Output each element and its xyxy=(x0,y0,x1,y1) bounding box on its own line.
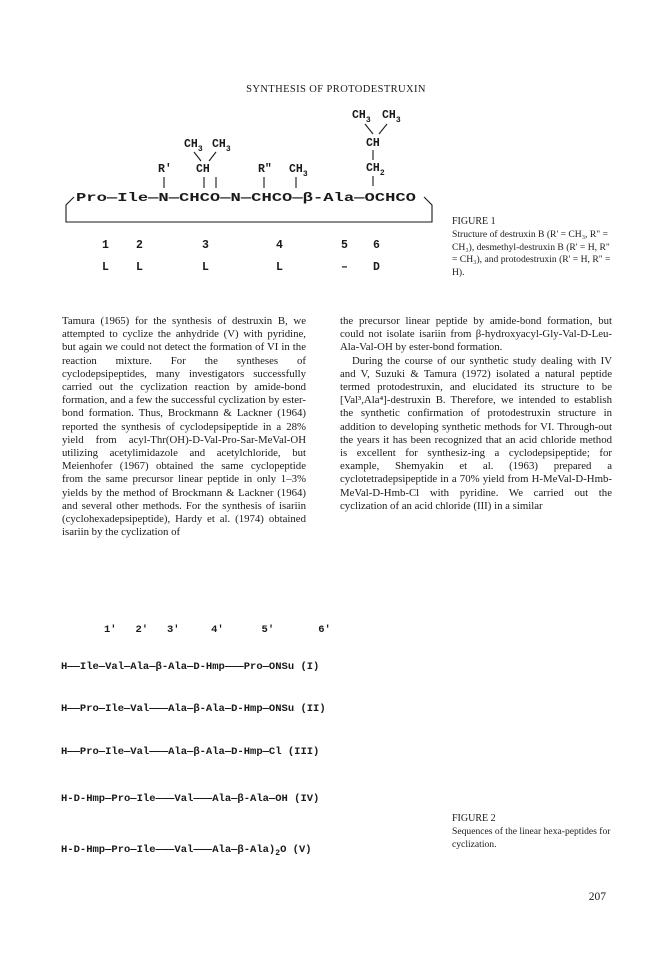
fig1-chain: Pro—Ile—N—CHCO—N—CHCO—β-Ala—OCHCO xyxy=(76,192,417,205)
figure2-caption-title: FIGURE 2 xyxy=(452,813,496,824)
fig1-pos-5: 5 xyxy=(341,239,348,252)
fig1-pos-3: 3 xyxy=(202,239,209,252)
fig1-cfg-6: D xyxy=(373,261,380,274)
figure2-sequence-2: H——Pro—Ile—Val———Ala—β-Ala—D-Hmp—ONSu (II) xyxy=(61,703,326,715)
figure1-caption xyxy=(452,216,612,279)
fig1-cfg-2: L xyxy=(136,261,143,274)
body-right-paragraph-1: the precursor linear peptide by amide-bond formation, but could not isolate isariin from β-hydroxyacyl-Gly-Val-D-Leu-Ala-Val-OH by ester-bond formation. xyxy=(340,315,612,354)
body-right-paragraph-2: During the course of our synthetic study dealing with IV and V, Suzuki & Tamura (1972) isolated a natural peptide termed protodestruxin, and elucidated its structure to be [Val³,Ala⁴]-destruxin B. Therefore, we intended to establish the synthetic confirmation of protodestruxin structure in addition to developing synthetic methods for VI. Through-out the years it has been recognized that an acid chloride method is excellent for synthesiz-ing a cyclodepsipeptide; for example, Shemyakin et al. (1963) prepared a cyclotetradepsipeptide in a 70% yield from H-MeVal-D-Hmb-MeVal-D-Hmb-Cl with pyridine. We carried out the cyclization of an acid chloride (III) in a similar xyxy=(340,354,612,512)
body-right-column xyxy=(340,315,612,513)
fig1-ch2-right: $CH_2$ xyxy=(366,162,385,178)
fig1-ch3-right-b: $CH_3$ xyxy=(382,109,401,125)
figure1-caption-text: Structure of destruxin B (R' = CH₃, R" = CH₃), desmethyl-destruxin B (R' = H, R" = CH₃), and protodestruxin (R' = H, R" = H). xyxy=(452,229,611,278)
figure1-structure xyxy=(60,100,440,280)
figure2-sequence-4: H-D-Hmp—Pro—Ile———Val———Ala—β-Ala—OH (IV) xyxy=(61,793,320,805)
fig1-ch3-left-b: $CH_3$ xyxy=(212,138,231,154)
fig1-r-double-prime: R" xyxy=(258,163,272,176)
fig1-ch-left: CH xyxy=(196,163,210,176)
body-left-paragraph: Tamura (1965) for the synthesis of destruxin B, we attempted to cyclize the anhydride (V) with pyridine, but again we could not detect the formation of VI in the reaction mixture. For the syntheses of cyclodepsipeptides, many investigators successfully carried out the cyclization reaction by amide-bond formation, and a few the successful cyclization by ester-bond formation. Thus, Brockmann & Lackner (1964) reported the synthesis of cyclodepsipeptide in a 28% yield from acyl-Thr(OH)-D-Val-Pro-Sar-MeVal-OH utilizing acetylimidazole and acetylchloride, but Meienhofer (1967) obtained the same cyclopeptide from the same precursor linear peptide in only 1–3% yields by the method of Brockmann & Lackner (1964) and several other methods. For the synthesis of isariin (cyclohexadepsipeptide), Hardy et al. (1974) obtained isariin by the cyclization of xyxy=(62,315,306,539)
fig1-cfg-5: – xyxy=(341,261,348,274)
body-left-column xyxy=(62,315,306,539)
figure2-sequence-5-sub: 2 xyxy=(275,849,281,859)
fig1-cfg-1: L xyxy=(102,261,109,274)
running-head: SYNTHESIS OF PROTODESTRUXIN xyxy=(246,84,426,95)
fig1-pos-4: 4 xyxy=(276,239,283,252)
figure2-sequence-3: H——Pro—Ile—Val———Ala—β-Ala—D-Hmp—Cl (III) xyxy=(61,746,320,758)
figure2-caption-text: Sequences of the linear hexa-peptides for cyclization. xyxy=(452,826,611,850)
figure2-sequence-5 xyxy=(61,844,312,858)
figure1-caption-title: FIGURE 1 xyxy=(452,216,496,227)
figure2-positions: 1' 2' 3' 4' 5' 6' xyxy=(104,624,331,636)
fig1-r-prime: R' xyxy=(158,163,172,176)
figure2-caption xyxy=(452,813,612,851)
page-number: 207 xyxy=(588,891,606,903)
fig1-ch-right: CH xyxy=(366,137,380,150)
fig1-pos-1: 1 xyxy=(102,239,109,252)
figure2-sequence-5-main: H-D-Hmp—Pro—Ile———Val———Ala—β-Ala) xyxy=(61,844,276,856)
fig1-cfg-4: L xyxy=(276,261,283,274)
fig1-ch3-right-a: $CH_3$ xyxy=(352,109,371,125)
fig1-ch3-mid: $CH_3$ xyxy=(289,163,308,179)
fig1-ch3-left-a: $CH_3$ xyxy=(184,138,203,154)
fig1-pos-2: 2 xyxy=(136,239,143,252)
fig1-pos-6: 6 xyxy=(373,239,380,252)
fig1-cfg-3: L xyxy=(202,261,209,274)
figure2-sequence-1: H——Ile—Val—Ala—β-Ala—D-Hmp———Pro—ONSu (I) xyxy=(61,661,320,673)
figure2-sequence-5-tail: O (V) xyxy=(280,844,312,856)
